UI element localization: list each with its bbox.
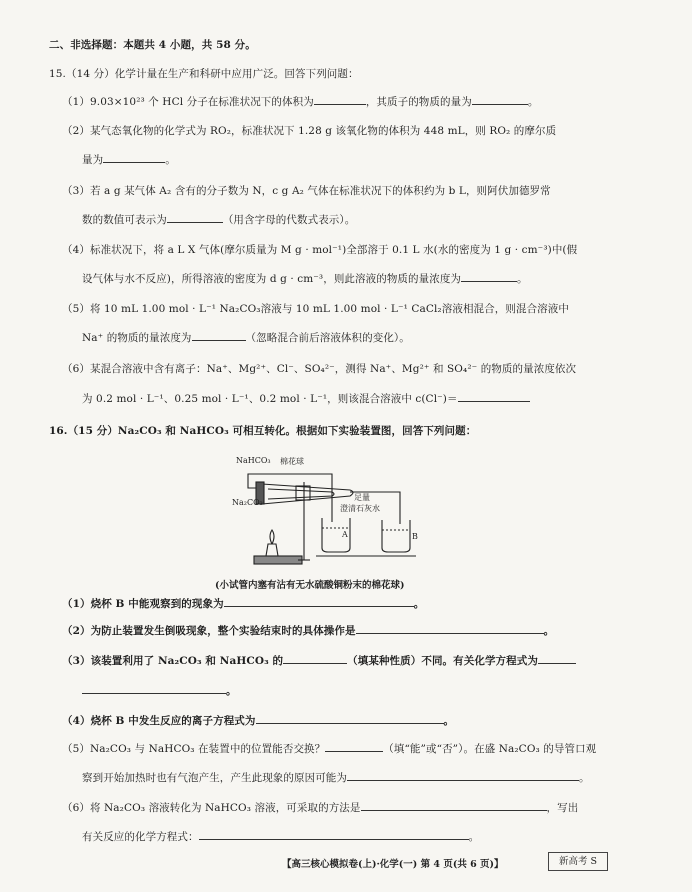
q15-part6-cont: 为 0.2 mol · L⁻¹、0.25 mol · L⁻¹、0.2 mol · L⁻¹，则该混合溶液中 c(Cl⁻)＝ <box>82 391 530 406</box>
label-lime-2: 澄清石灰水 <box>340 504 380 513</box>
q15-part2: （2）某气态氧化物的化学式为 RO₂，标准状况下 1.28 g 该氧化物的体积为 448 mL，则 RO₂ 的摩尔质 <box>62 125 557 137</box>
label-na2co3: Na₂CO₃ <box>232 498 263 507</box>
q15-part4-cont: 设气体与水不反应)，所得溶液的密度为 d g · cm⁻³，则此溶液的物质的量浓度为 。 <box>82 273 528 285</box>
label-nahco3: NaHCO₃ <box>236 456 271 465</box>
q15-part3: （3）若 a g 某气体 A₂ 含有的分子数为 N，c g A₂ 气体在标准状况下的体积约为 b L，则阿伏加德罗常 <box>62 185 551 197</box>
q15-part5-cont: Na⁺ 的物质的量浓度为 （忽略混合前后溶液体积的变化）。 <box>82 332 410 344</box>
q16-part2: （2）为防止装置发生倒吸现象，整个实验结束时的具体操作是 。 <box>62 625 555 637</box>
q15-part5: （5）将 10 mL 1.00 mol · L⁻¹ Na₂CO₃溶液与 10 mL 1.00 mol · L⁻¹ CaCl₂溶液相混合，则混合溶液中 <box>62 303 569 315</box>
answer-blank[interactable] <box>314 94 366 105</box>
answer-blank[interactable] <box>461 271 517 282</box>
q15-part4: （4）标准状况下，将 a L X 气体(摩尔质量为 M g · mol⁻¹)全部溶于 0.1 L 水(水的密度为 1 g · cm⁻³)中(假 <box>62 244 578 256</box>
answer-blank[interactable] <box>538 653 576 664</box>
answer-blank[interactable] <box>224 596 414 607</box>
apparatus-drawing <box>232 452 422 577</box>
q16-part6: （6）将 Na₂CO₃ 溶液转化为 NaHCO₃ 溶液，可采取的方法是 ，写出 <box>62 802 579 814</box>
q15-part6: （6）某混合溶液中含有离子：Na⁺、Mg²⁺、Cl⁻、SO₄²⁻，测得 Na⁺、Mg²⁺ 和 SO₄²⁻ 的物质的量浓度依次 <box>62 363 577 375</box>
label-beaker-b: B <box>412 532 418 541</box>
answer-blank[interactable] <box>199 829 469 840</box>
section-header: 二、非选择题：本题共 4 小题，共 58 分。 <box>49 39 256 51</box>
answer-blank[interactable] <box>347 770 579 781</box>
label-cotton: 棉花球 <box>280 457 304 466</box>
label-lime-1: 足量 <box>354 493 370 502</box>
q16-part6-cont: 有关反应的化学方程式： 。 <box>82 831 480 843</box>
answer-blank[interactable] <box>256 713 444 724</box>
answer-blank[interactable] <box>167 212 223 223</box>
answer-blank[interactable] <box>82 683 226 694</box>
q16-stem: 16.（15 分）Na₂CO₃ 和 NaHCO₃ 可相互转化。根据如下实验装置图，回答下列问题： <box>49 425 477 437</box>
q16-part4: （4）烧杯 B 中发生反应的离子方程式为 。 <box>62 715 455 727</box>
answer-blank[interactable] <box>103 152 165 163</box>
answer-blank[interactable] <box>458 391 530 402</box>
q16-part5: （5）Na₂CO₃ 与 NaHCO₃ 在装置中的位置能否交换？ （填“能”或“否”）。在盛 Na₂CO₃ 的导管口观 <box>62 743 597 755</box>
answer-blank[interactable] <box>361 800 547 811</box>
q15-part3-cont: 数的数值可表示为 （用含字母的代数式表示）。 <box>82 214 356 226</box>
label-beaker-a: A <box>342 530 348 539</box>
figure-caption: (小试管内塞有沾有无水硫酸铜粉末的棉花球) <box>215 580 405 591</box>
answer-blank[interactable] <box>472 94 528 105</box>
q16-part3: （3）该装置利用了 Na₂CO₃ 和 NaHCO₃ 的 （填某种性质）不同。有关化学方程式为 <box>62 653 576 668</box>
page-footer: 【高三核心模拟卷(上)·化学(一) 第 4 页(共 6 页)】 <box>282 859 504 870</box>
q15-part1: （1）9.03×10²³ 个 HCl 分子在标准状况下的体积为 ，其质子的物质的量为 。 <box>62 96 539 108</box>
answer-blank[interactable] <box>283 653 347 664</box>
apparatus-figure <box>232 452 422 584</box>
answer-blank[interactable] <box>356 623 544 634</box>
edition-stamp: 新高考 S <box>548 852 608 871</box>
q16-part1: （1）烧杯 B 中能观察到的现象为 。 <box>62 598 425 610</box>
q16-part5-cont: 察到开始加热时也有气泡产生，产生此现象的原因可能为 。 <box>82 772 590 784</box>
answer-blank[interactable] <box>325 741 383 752</box>
q15-part2-cont: 量为 。 <box>82 154 176 166</box>
q15-stem: 15.（14 分）化学计量在生产和科研中应用广泛。回答下列问题： <box>49 68 359 80</box>
q16-part3-cont: 。 <box>82 683 237 698</box>
answer-blank[interactable] <box>192 330 246 341</box>
